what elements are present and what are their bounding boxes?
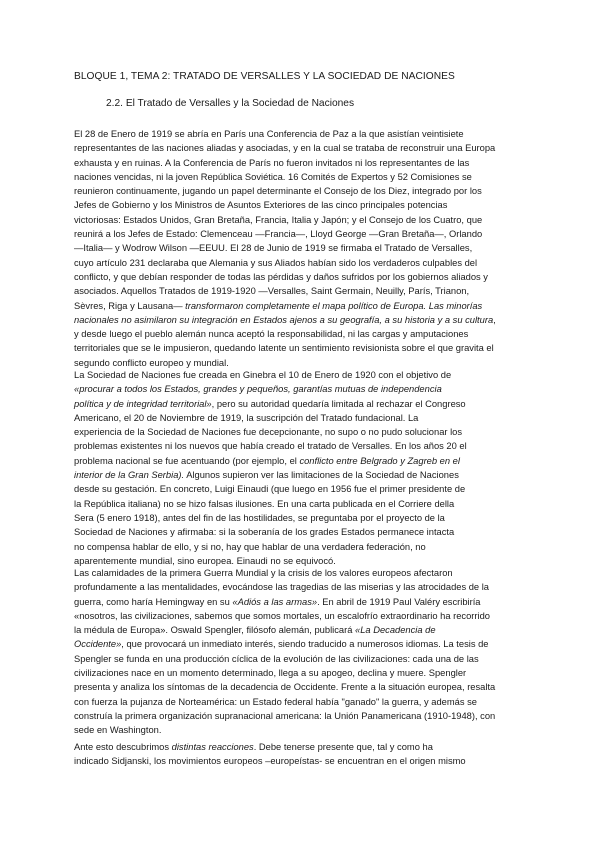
text-run: victoriosas: Estados Unidos, Gran Bretaña, Francia, Italia y Japón; y el Consejo de los Cuatro, que	[74, 214, 483, 225]
text-run: asociados. Aquellos Tratados de 1919-1920 —Versalles, Saint Germain, Neuilly, París, Trianon,	[74, 286, 470, 297]
text-run: aparentemente mundial, sino europea. Einaudi no se equivocó.	[74, 555, 336, 566]
text-line	[74, 497, 536, 511]
text-line	[74, 156, 536, 170]
text-line	[74, 141, 536, 155]
text-run: problemas existentes ni los nuevos que había creado el tratado de Versalles. En los años 20 el	[74, 441, 467, 452]
text-line	[74, 754, 536, 768]
text-line	[74, 525, 536, 539]
italic-text-run: nacionales no asimilaron su integración en Estados ajenos a su geografía, a su historia y a su cultura	[74, 314, 494, 325]
text-run: Americano, el 20 de Noviembre de 1919, la suscripción del Tratado fundacional. La	[74, 412, 419, 423]
text-line	[74, 468, 536, 482]
text-run: «nosotros, las civilizaciones, sabemos que somos mortales, un escalofrío extraordinario ha recorrido	[74, 610, 490, 621]
text-line	[74, 623, 536, 637]
text-line	[74, 213, 536, 227]
text-run: conflicto, y que debían responder de todas las pérdidas y daños sufridos por los gobiernos aliados y	[74, 271, 488, 282]
text-run: guerra, como haría Hemingway en su	[74, 596, 233, 607]
italic-text-run: transformaron completamente el mapa político de Europa. Las minorías	[185, 300, 483, 311]
text-line	[74, 299, 536, 313]
text-line	[74, 127, 536, 141]
text-line	[74, 425, 536, 439]
text-run: exhausta y en ruinas. A la Conferencia de París no fueron invitados ni los representantes de las	[74, 157, 470, 168]
document-title: BLOQUE 1, TEMA 2: TRATADO DE VERSALLES Y LA SOCIEDAD DE NACIONES	[74, 71, 455, 82]
text-line	[74, 740, 536, 754]
text-line	[74, 723, 536, 737]
text-line	[74, 680, 536, 694]
text-line	[74, 411, 536, 425]
italic-text-run: conflicto entre Belgrado y Zagreb en el	[299, 455, 460, 466]
text-run: , pero su autoridad quedaría limitada al rechazar el Congreso	[211, 398, 466, 409]
text-run: , que provocará un inmediato interés, siendo traducido a numerosos idiomas. La tesis de	[121, 639, 489, 650]
text-line	[74, 511, 536, 525]
text-run: ,	[493, 314, 496, 325]
text-line	[74, 198, 536, 212]
text-line	[74, 327, 536, 341]
italic-text-run: política y de integridad territorial»	[74, 398, 212, 409]
text-run: desde su gestación. En concreto, Luigi Einaudi (que luego en 1956 fue el primer presidente de	[74, 484, 466, 495]
text-line	[74, 439, 536, 453]
text-run: representantes de las naciones aliadas y asociadas, y en la cual se trataba de reconstruir una Europa	[74, 143, 496, 154]
text-run: sede en Washington.	[74, 725, 162, 736]
italic-text-run: «Adiós a las armas»	[232, 596, 318, 607]
text-run: Ante esto descubrimos	[74, 742, 172, 752]
text-line	[74, 256, 536, 270]
text-run: y desde luego el pueblo alemán nunca aceptó la responsabilidad, ni las cargas y amputaciones	[74, 329, 469, 340]
text-run: no compensa hablar de ello, y si no, hay que hablar de una verdadera federación, no	[74, 541, 426, 552]
text-line	[74, 695, 536, 709]
text-run: Sèvres, Riga y Lausana—	[74, 300, 186, 311]
text-run: —Italia— y Wodrow Wilson —EEUU. El 28 de Junio de 1919 se firmaba el Tratado de Versalles,	[74, 243, 473, 254]
text-run: reunirá a los Jefes de Estado: Clemenceau —Francia—, Lloyd George —Gran Bretaña—, Orlando	[74, 229, 483, 240]
text-line	[74, 184, 536, 198]
italic-text-run: distintas reacciones	[171, 742, 254, 752]
text-run: . Debe tenerse presente que, tal y como ha	[253, 742, 433, 752]
text-line	[74, 609, 536, 623]
text-line	[74, 566, 536, 580]
text-line	[74, 241, 536, 255]
text-run: indicado Sidjanski, los movimientos europeos –europeístas- se encuentran en el origen mismo	[74, 756, 466, 767]
text-run: reunieron continuamente, jugando un papel determinante el Consejo de los Diez, integrado por los	[74, 186, 482, 197]
text-line	[74, 637, 536, 651]
text-line	[74, 482, 536, 496]
italic-text-run: «procurar a todos los Estados, grandes y pequeños, garantías mutuas de independencia	[74, 384, 442, 395]
text-line	[74, 580, 536, 594]
paragraph-reactions	[74, 740, 536, 769]
italic-text-run: interior de la Gran Serbia).	[74, 470, 185, 481]
text-line	[74, 341, 536, 355]
text-line	[74, 666, 536, 680]
text-line	[74, 595, 536, 609]
text-run: El 28 de Enero de 1919 se abría en París una Conferencia de Paz a la que asistían veintisiete	[74, 129, 464, 139]
text-line	[74, 397, 536, 411]
text-run: Spengler se funda en una producción cíclica de la evolución de las civilizaciones: cada una de las	[74, 653, 479, 664]
text-run: presenta y analiza los síntomas de la decadencia de Occidente. Frente a la situación europea, resalta	[74, 682, 496, 693]
text-run: La Sociedad de Naciones fue creada en Ginebra el 10 de Enero de 1920 con el objetivo de	[74, 370, 452, 380]
text-line	[74, 227, 536, 241]
text-run: cuyo artículo 231 declaraba que Alemania y sus Aliados habían sido los verdaderos culpables del	[74, 257, 478, 268]
text-line	[74, 709, 536, 723]
italic-text-run: «La Decadencia de	[355, 625, 436, 636]
text-run: construía la primera organización supranacional americana: la Unión Panamericana (1910-1948), con	[74, 710, 496, 721]
text-run: Sera (5 enero 1918), antes del fin de las hostilidades, se preguntaba por el proyecto de la	[74, 512, 445, 523]
text-run: la médula de Europa». Oswald Spengler, filósofo alemán, publicará	[74, 625, 356, 636]
paragraph-league-of-nations	[74, 368, 536, 568]
section-heading: 2.2. El Tratado de Versalles y la Sociedad de Naciones	[106, 98, 355, 109]
text-line	[74, 540, 536, 554]
text-run: experiencia de la Sociedad de Naciones fue decepcionante, no supo o no pudo solucionar los	[74, 427, 463, 438]
text-run: profundamente a las mentalidades, evocándose las tragedias de las miserias y las atrocidades de la	[74, 582, 489, 593]
text-run: problema nacional se fue acentuando (por ejemplo, el	[74, 455, 300, 466]
text-run: civilizaciones nace en un momento determinado, llega a su apogeo, declina y muere. Spengler	[74, 668, 467, 679]
text-line	[74, 652, 536, 666]
text-run: Algunos supieron ver las limitaciones de la Sociedad de Naciones	[184, 470, 459, 481]
text-run: . En abril de 1919 Paul Valéry escribiría	[317, 596, 481, 607]
text-run: Jefes de Gobierno y los Ministros de Asuntos Exteriores de las cinco principales potencias	[74, 200, 448, 211]
text-run: territoriales que se le impusieron, quedando latente un sentimiento revisionista sobre el que gravita el	[74, 343, 494, 354]
text-line	[74, 313, 536, 327]
text-run: Sociedad de Naciones y afirmaba: si la soberanía de los grades Estados permanece intacta	[74, 527, 455, 538]
paragraph-postwar-crisis	[74, 566, 536, 738]
text-run: la República italiana) no se hizo falsas ilusiones. En una carta publicada en el Corriere della	[74, 498, 455, 509]
text-line	[74, 454, 536, 468]
text-line	[74, 382, 536, 396]
text-run: segundo conflicto europeo y mundial.	[74, 357, 229, 368]
paragraph-versailles-treaty	[74, 127, 536, 370]
text-run: Las calamidades de la primera Guerra Mundial y la crisis de los valores europeos afectaron	[74, 568, 453, 578]
text-line	[74, 368, 536, 382]
text-run: con fuerza la pujanza de Norteamérica: un Estado federal había "ganado" la guerra, y además se	[74, 696, 477, 707]
italic-text-run: Occidente»	[74, 639, 122, 650]
text-line	[74, 270, 536, 284]
text-line	[74, 284, 536, 298]
text-run: naciones vencidas, ni la joven República Soviética. 16 Comités de Expertos y 52 Comisiones se	[74, 171, 472, 182]
text-line	[74, 170, 536, 184]
